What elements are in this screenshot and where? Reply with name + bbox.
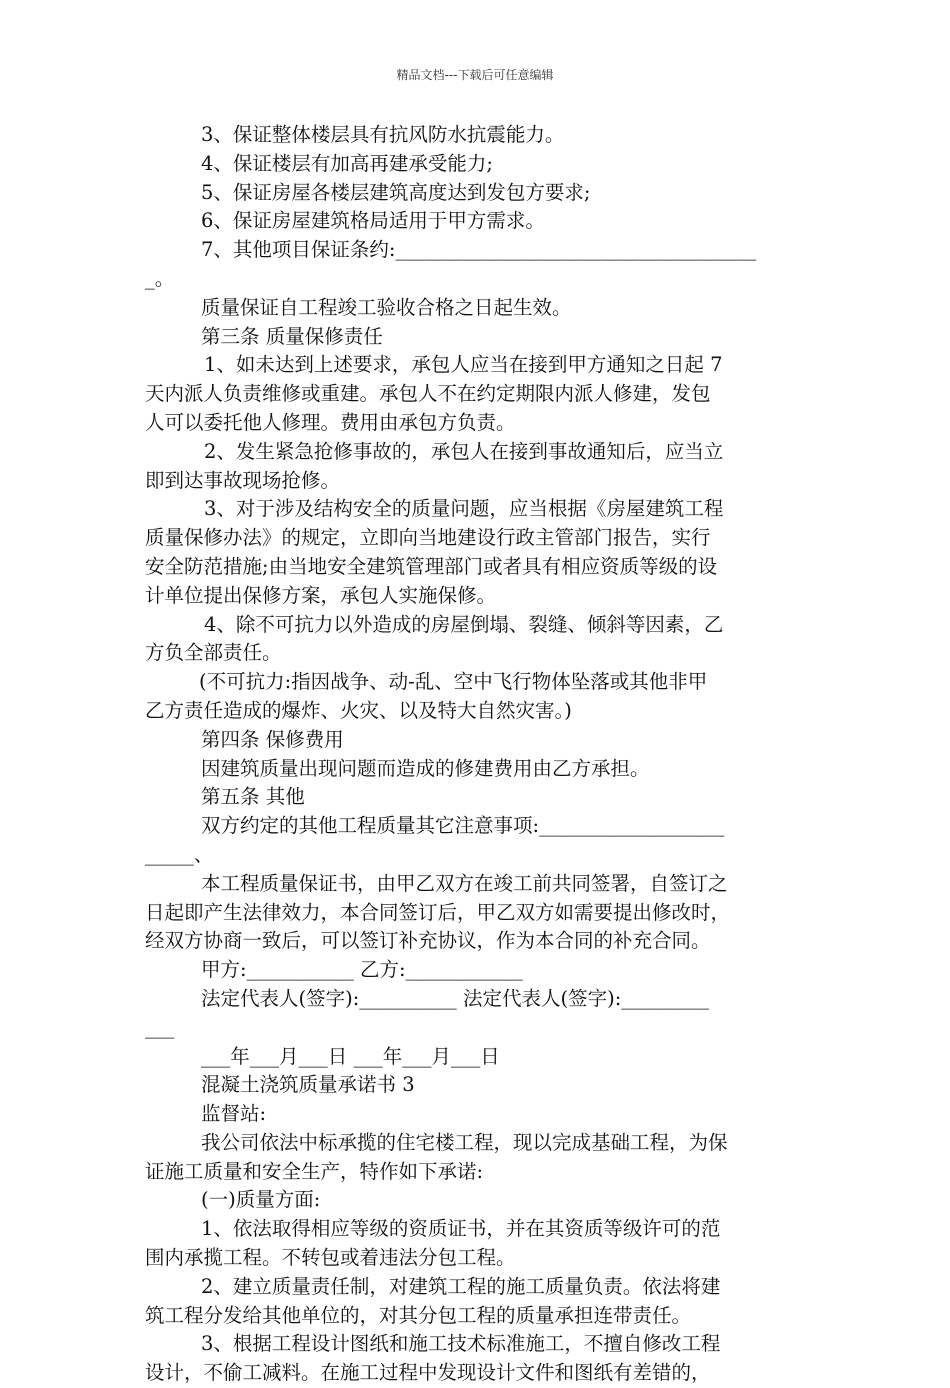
paragraph: 4、除不可抗力以外造成的房屋倒塌、裂缝、倾斜等因素，乙 [204,612,724,636]
paragraph: 3、根据工程设计图纸和施工技术标准施工，不擅自修改工程 [201,1332,721,1356]
text-line: 设计，不偷工减料。在施工过程中发现设计文件和图纸有差错的， [145,1361,711,1385]
paragraph: 2、建立质量责任制，对建筑工程的施工质量负责。依法将建 [201,1274,721,1298]
text-line: 天内派人负责维修或重建。承包人不在约定期限内派人修建，发包 [145,382,711,406]
section-heading: 第五条 其他 [201,785,305,809]
text-line: 质量保修办法》的规定，立即向当地建设行政主管部门报告，实行 [145,526,711,550]
text-line: 方负全部责任。 [145,641,282,665]
text-line: 围内承揽工程。不转包或着违法分包工程。 [145,1246,516,1270]
paragraph: 1、如未达到上述要求，承包人应当在接到甲方通知之日起 7 [204,353,723,377]
text-line: 证施工质量和安全生产，特作如下承诺: [145,1159,484,1183]
text-line: 日起即产生法律效力，本合同签订后，甲乙双方如需要提出修改时， [145,900,731,924]
text-line: 筑工程分发给其他单位的，对其分包工程的质量承担连带责任。 [145,1303,692,1327]
date-line: ___年___月___日 ___年___月___日 [201,1044,500,1068]
paragraph: 质量保证自工程竣工验收合格之日起生效。 [201,295,572,319]
text-line: 经双方协商一致后，可以签订补充协议，作为本合同的补充合同。 [145,929,711,953]
section-heading: 第三条 质量保修责任 [201,324,383,348]
paragraph: 本工程质量保证书，由甲乙双方在竣工前共同签署，自签订之 [201,871,728,895]
section-heading: 第四条 保修费用 [201,727,344,751]
text-line: 即到达事故现场抢修。 [145,468,341,492]
list-item: 6、保证房屋建筑格局适用于甲方需求。 [201,209,545,233]
paragraph: 2、发生紧急抢修事故的，承包人在接到事故通知后，应当立 [204,439,724,463]
text-line: 安全防范措施;由当地安全建筑管理部门或者具有相应资质等级的设 [145,554,718,578]
signature-line: 甲方:___________ 乙方:____________ [201,958,523,982]
text-line: ___ [145,1015,175,1039]
list-item: 5、保证房屋各楼层建筑高度达到发包方要求; [201,180,591,204]
text-line: 人可以委托他人修理。费用由承包方负责。 [145,410,516,434]
list-item: 4、保证楼层有加高再建承受能力; [201,151,493,175]
paragraph: (不可抗力:指因战争、动-乱、空中飞行物体坠落或其他非甲 [199,670,708,694]
addressee: 监督站: [201,1102,267,1126]
paragraph: 3、对于涉及结构安全的质量问题，应当根据《房屋建筑工程 [204,497,724,521]
signature-line: 法定代表人(签字):__________ 法定代表人(签字):_________ [201,986,710,1010]
page-header: 精品文档---下载后可任意编辑 [396,68,554,82]
paragraph: 1、依法取得相应等级的资质证书，并在其资质等级许可的范 [201,1217,721,1241]
text-line: 乙方责任造成的爆炸、火灾、以及特大自然灾害。) [145,698,572,722]
document-title: 混凝土浇筑质量承诺书 3 [201,1073,415,1097]
list-item: 3、保证整体楼层具有抗风防水抗震能力。 [201,123,565,146]
text-line: _____、 [145,842,214,866]
paragraph: 双方约定的其他工程质量其它注意事项:___________________ [201,814,725,838]
document-body [145,121,810,1388]
text-line: 计单位提出保修方案，承包人实施保修。 [145,583,497,607]
list-item: 7、其他项目保证条约:_____________________________________ [201,238,757,262]
paragraph: 我公司依法中标承揽的住宅楼工程，现以完成基础工程，为保 [201,1130,728,1154]
paragraph: 因建筑质量出现问题而造成的修建费用由乙方承担。 [201,756,650,780]
section-heading: (一)质量方面: [201,1188,321,1212]
text-line: _。 [145,266,175,290]
